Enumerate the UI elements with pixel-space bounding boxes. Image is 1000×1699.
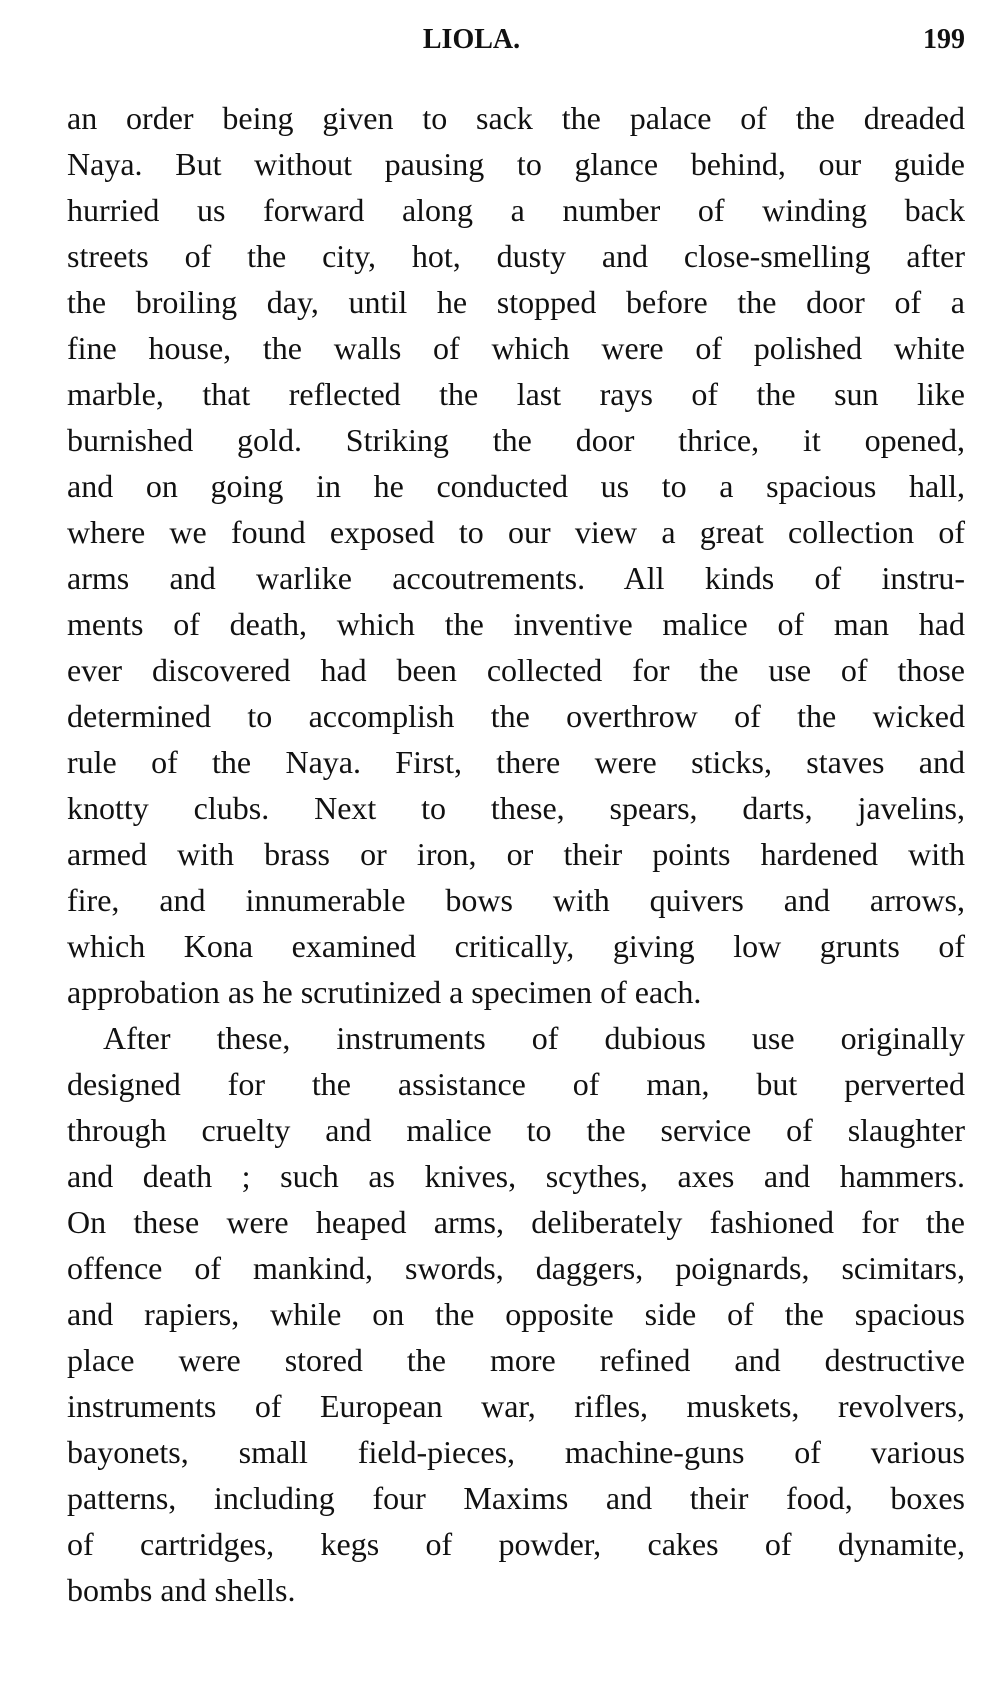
text-line: fire, and innumerable bows with quivers and arrows, (67, 882, 965, 918)
text-line: and on going in he conducted us to a spacious hall, (67, 468, 965, 504)
text-line: patterns, including four Maxims and their food, boxes (67, 1480, 965, 1516)
paragraph (67, 1015, 965, 1613)
text-line: determined to accomplish the overthrow of the wicked (67, 698, 965, 734)
text-line: bayonets, small field-pieces, machine-guns of various (67, 1434, 965, 1470)
text-line: designed for the assistance of man, but perverted (67, 1066, 965, 1102)
text-line: of cartridges, kegs of powder, cakes of dynamite, (67, 1526, 965, 1562)
text-line: ever discovered had been collected for the use of those (67, 652, 965, 688)
body-text (67, 95, 965, 1613)
text-line: hurried us forward along a number of winding back (67, 192, 965, 228)
text-line: and rapiers, while on the opposite side of the spacious (67, 1296, 965, 1332)
text-line: through cruelty and malice to the service of slaughter (67, 1112, 965, 1148)
text-line: On these were heaped arms, deliberately fashioned for the (67, 1204, 965, 1240)
text-line: bombs and shells. (67, 1572, 296, 1608)
text-line: rule of the Naya. First, there were sticks, staves and (67, 744, 965, 780)
text-line: which Kona examined critically, giving low grunts of (67, 928, 965, 964)
text-line: fine house, the walls of which were of polished white (67, 330, 965, 366)
text-line: knotty clubs. Next to these, spears, darts, javelins, (67, 790, 965, 826)
text-line: armed with brass or iron, or their points hardened with (67, 836, 965, 872)
text-line: marble, that reflected the last rays of the sun like (67, 376, 965, 412)
paragraph (67, 95, 965, 1015)
page-number: 199 (923, 24, 965, 55)
text-line: and death ; such as knives, scythes, axes and hammers. (67, 1158, 965, 1194)
text-line: instruments of European war, rifles, muskets, revolvers, (67, 1388, 965, 1424)
text-line: an order being given to sack the palace of the dreaded (67, 100, 965, 136)
text-line: ments of death, which the inventive malice of man had (67, 606, 965, 642)
text-line: streets of the city, hot, dusty and close-smelling after (67, 238, 965, 274)
text-line: approbation as he scrutinized a specimen of each. (67, 974, 702, 1010)
text-line: the broiling day, until he stopped before the door of a (67, 284, 965, 320)
text-line: place were stored the more refined and destructive (67, 1342, 965, 1378)
text-line: arms and warlike accoutrements. All kinds of instru- (67, 560, 965, 596)
text-line: where we found exposed to our view a great collection of (67, 514, 965, 550)
text-line: offence of mankind, swords, daggers, poignards, scimitars, (67, 1250, 965, 1286)
text-line: burnished gold. Striking the door thrice, it opened, (67, 422, 965, 458)
text-line: Naya. But without pausing to glance behind, our guide (67, 146, 965, 182)
running-header-title: LIOLA. (422, 24, 521, 55)
text-line: After these, instruments of dubious use originally (103, 1020, 965, 1056)
